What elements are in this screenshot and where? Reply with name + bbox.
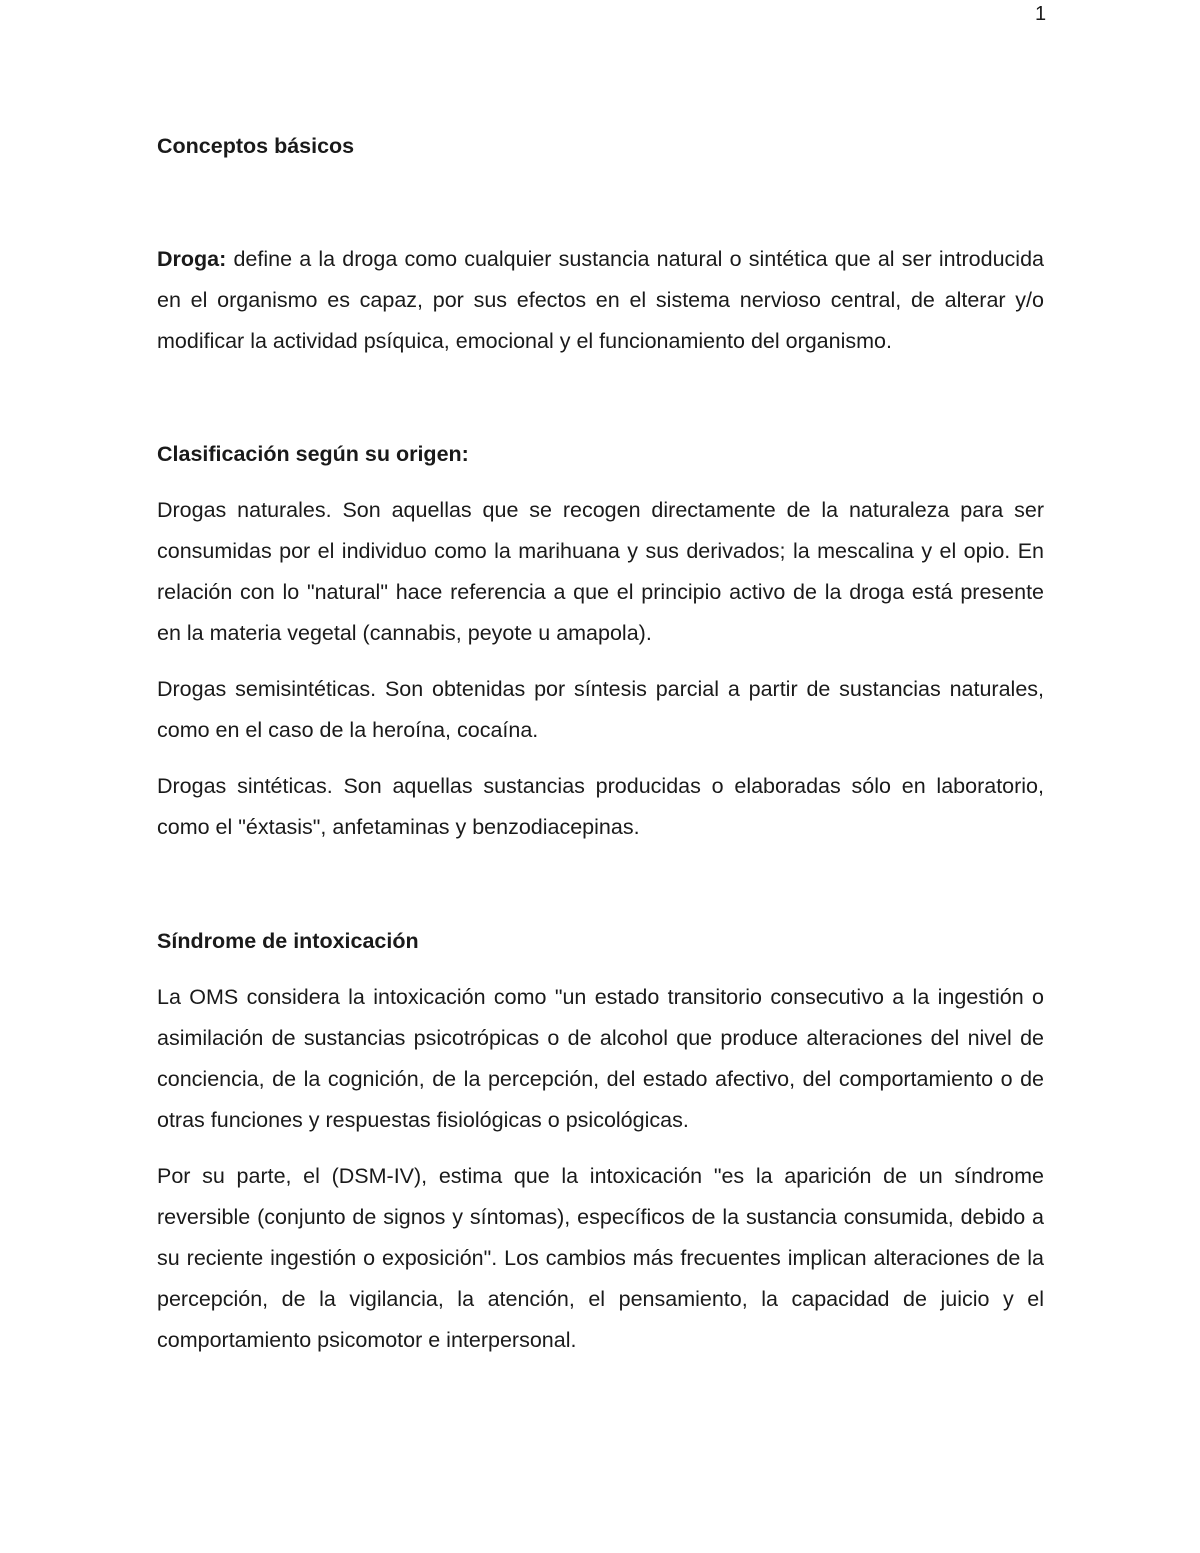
paragraph-drogas-naturales: Drogas naturales. Son aquellas que se recogen directamente de la naturaleza para ser consumidas por el individuo como la marihuana y sus derivados; la mescalina y el opio. En relación con lo "natural" hace referencia a que el principio activo de la droga está presente en la materia vegetal (cannabis, peyote u amapola). — [157, 498, 1044, 645]
paragraph-oms-definition: La OMS considera la intoxicación como "un estado transitorio consecutivo a la ingestión o asimilación de sustancias psicotrópicas o de alcohol que produce alteraciones del nivel de conciencia, de la cognición, de la percepción, del estado afectivo, del comportamiento o de otras funciones y respuestas fisiológicas o psicológicas. — [157, 985, 1044, 1132]
paragraph-drogas-sinteticas: Drogas sintéticas. Son aquellas sustancias producidas o elaboradas sólo en laboratorio, como el "éxtasis", anfetaminas y benzodiacepinas. — [157, 774, 1044, 839]
paragraph-dsm-definition: Por su parte, el (DSM-IV), estima que la intoxicación "es la aparición de un síndrome reversible (conjunto de signos y síntomas), específicos de la sustancia consumida, debido a su reciente ingestión o exposición". Los cambios más frecuentes implican alteraciones de la percepción, de la vigilancia, la atención, el pensamiento, la capacidad de juicio y el comportamiento psicomotor e interpersonal. — [157, 1164, 1044, 1352]
heading-sindrome-intoxicacion: Síndrome de intoxicación — [157, 929, 419, 953]
heading-clasificacion: Clasificación según su origen: — [157, 442, 469, 466]
heading-conceptos-basicos: Conceptos básicos — [157, 134, 355, 158]
droga-definition-text: define a la droga como cualquier sustancia natural o sintética que al ser introducida en el organismo es capaz, por sus efectos en el sistema nervioso central, de alterar y/o modificar la actividad psíquica, emocional y el funcionamiento del organismo. — [157, 247, 1044, 353]
paragraph-droga-definition — [157, 239, 1044, 362]
term-droga: Droga: — [157, 247, 227, 271]
page-number: 1 — [1035, 3, 1047, 25]
document-body — [157, 126, 1044, 1361]
paragraph-drogas-semisinteticas: Drogas semisintéticas. Son obtenidas por síntesis parcial a partir de sustancias naturales, como en el caso de la heroína, cocaína. — [157, 677, 1044, 742]
